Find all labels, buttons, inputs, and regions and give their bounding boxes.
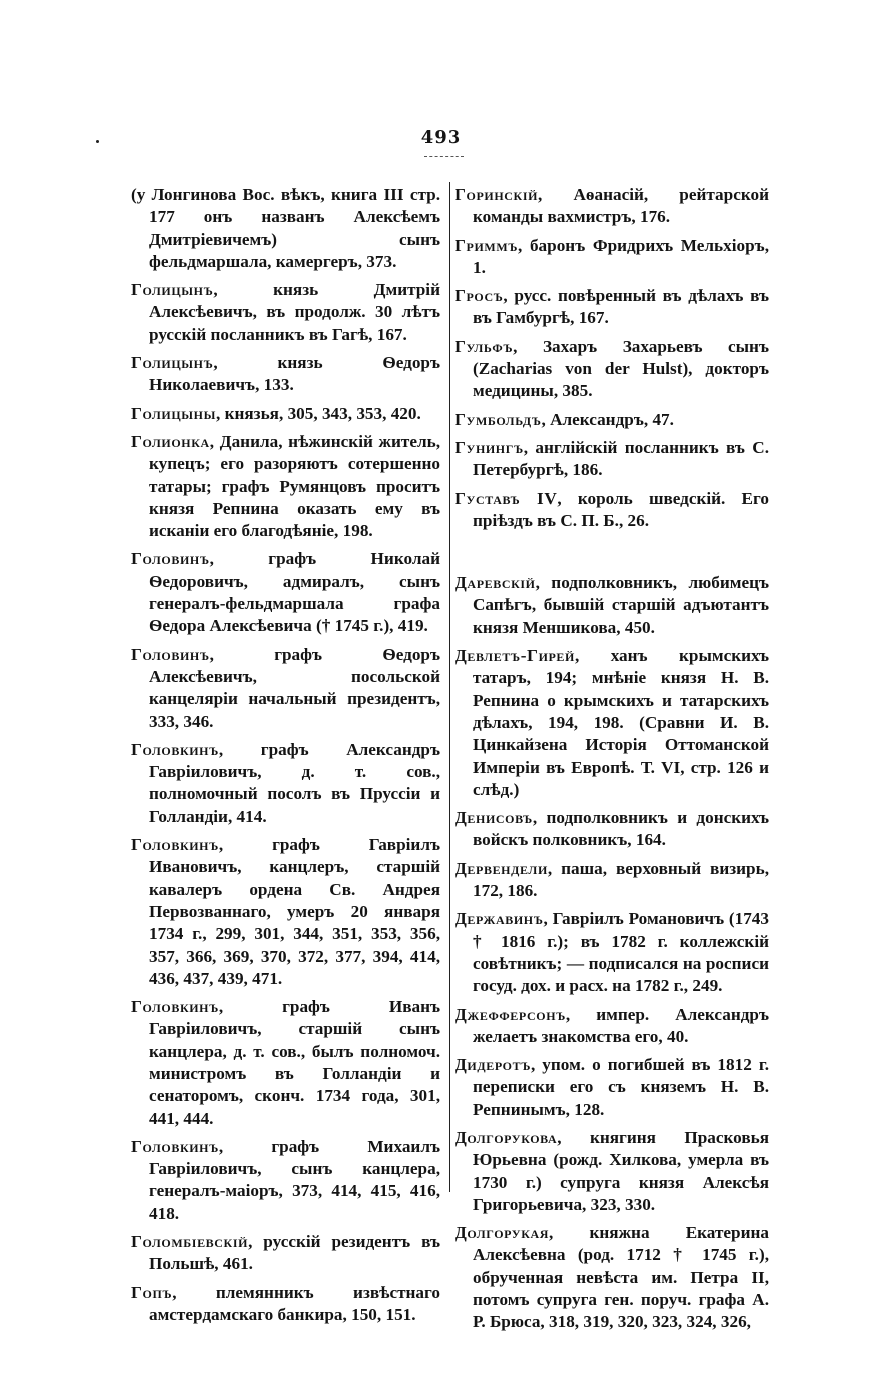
entry-text: , князья, 305, 343, 353, 420. [215,403,421,423]
entry-headword: Гульфъ [455,336,514,356]
index-entry [455,858,769,903]
index-entry [131,279,440,346]
index-entry [131,431,440,542]
index-entry [455,437,769,482]
index-entry [455,1054,769,1121]
index-entry [131,996,440,1130]
entry-headword: Головкинъ [131,835,219,855]
entry-text: , подполковникъ и донскихъ войскъ полковникъ, 164. [473,808,769,850]
index-entry [455,1127,769,1216]
entry-text: (у Лонгинова Вос. вѣкъ, книга III стр. 177 онъ названъ Алексѣемъ Дмитріевичемъ) сынъ фельдмаршала, камергеръ, 373. [131,185,440,271]
entry-headword: Дидеротъ [455,1055,531,1075]
entry-headword: Долгорукова [455,1127,558,1147]
entry-text: , племянникъ извѣстнаго амстердамскаго банкира, 150, 151. [149,1282,440,1324]
entry-text: , князь Дмитрій Алексѣевичъ, въ продолж. 30 лѣтъ русскій посланникъ въ Гагѣ, 167. [149,280,440,344]
entry-text: , англійскій посланникъ въ С. Петербургѣ, 186. [473,437,769,480]
entry-headword: Голионка [131,431,210,451]
column-divider [449,182,450,1192]
index-entry [131,1282,440,1327]
entry-headword: Голицыны [131,403,216,423]
entry-headword: Головинъ [131,644,210,664]
entry-headword: Даревскій [455,573,536,593]
entry-headword: Головкинъ [131,1136,219,1156]
entry-text: , графъ Николай Ѳедоровичъ, адмиралъ, сынъ генералъ-фельдмаршала графа Ѳедора Алексѣевича († 1745 г.), 419. [149,549,440,636]
entry-headword: Горинскій [455,185,539,204]
entry-text: , ханъ крымскихъ татаръ, 194; мнѣніе князя Н. В. Репнина о крымскихъ и татарскихъ дѣлахъ, 194, 198. (Сравни И. В. Цинкайзена Исторія Оттоманской Имперіи въ Европѣ. Т. VI, стр. 126 и слѣд.) [473,646,769,799]
entry-headword: Гумбольдъ [455,409,542,429]
entry-headword: Голомбіевскій [131,1232,249,1252]
entry-text: , графъ Ѳедоръ Алексѣевичъ, посольской канцеляріи начальный президентъ, 333, 346. [149,644,440,731]
index-entry [455,807,769,852]
index-entry [455,235,769,280]
entry-text: , Аѳанасій, рейтарской команды вахмистръ, 176. [473,185,769,227]
entry-headword: Девлетъ-Гирей [455,646,575,666]
entry-text: , русскій резидентъ въ Польшѣ, 461. [149,1232,440,1274]
entry-headword: Головинъ [131,549,210,569]
entry-text: , Данила, нѣжинскій житель, купецъ; его разоряютъ сотершенно татары; графъ Румянцовъ проситъ князя Репнина оказать ему въ исканіи его благодѣяніе, 198. [149,431,440,541]
entry-headword: Густавъ IV [455,488,558,508]
entry-headword: Дервендели [455,858,548,878]
page-number-rule [424,156,464,157]
entry-headword: Гриммъ [455,235,519,255]
entry-text: , упом. о погибшей въ 1812 г. переписки его съ княземъ Н. В. Репнинымъ, 128. [473,1055,769,1119]
entry-text: , баронъ Фридрихъ Мельхіоръ, 1. [473,235,769,277]
entry-text: , князь Ѳедоръ Николаевичъ, 133. [149,353,440,395]
index-entry [455,409,769,431]
entry-headword: Головкинъ [131,739,219,759]
entry-headword: Гунингъ [455,437,524,457]
index-entry [131,739,440,828]
entry-headword: Гопъ [131,1282,173,1302]
index-entry [455,184,769,229]
entry-text: , Александръ, 47. [541,409,674,429]
entry-text: , подполковникъ, любимецъ Сапѣгъ, бывшій старшій адъютантъ князя Меншикова, 450. [473,573,769,637]
section-gap [455,538,769,572]
index-entry [131,644,440,733]
page-number: 493 [420,127,462,148]
index-entry [131,352,440,397]
index-entry [131,548,440,637]
entry-headword: Джефферсонъ [455,1004,566,1024]
entry-text: , графъ Гавріилъ Ивановичъ, канцлеръ, старшій кавалеръ ордена Св. Андрея Первозваннаго, умеръ 20 января 1734 г., 299, 301, 344, 351, 353, 356, 357, 366, 369, 370, 372, 377, 394, 414, 436, 437, 439, 471. [149,835,440,988]
entry-text: , Гавріилъ Романовичъ (1743 † 1816 г.); въ 1782 г. коллежскій совѣтникъ; — подписался на росписи госуд. дох. и расх. на 1782 г., 249. [473,909,769,996]
index-entry [455,1004,769,1049]
entry-text: , графъ Михаилъ Гавріиловичъ, сынъ канцлера, генералъ-маіоръ, 373, 414, 415, 416, 418. [149,1136,440,1223]
index-entry [455,645,769,801]
index-entry [131,403,440,425]
entry-text: , графъ Иванъ Гавріиловичъ, старшій сынъ канцлера, д. т. сов., былъ полномоч. министромъ въ Голландіи и сенаторомъ, сконч. 1734 года, 301, 441, 444. [149,997,440,1128]
entry-text: , импер. Александръ желаетъ знакомства его, 40. [473,1004,769,1046]
index-entry [131,834,440,990]
entry-headword: Державинъ [455,909,544,929]
entry-headword: Голицынъ [131,280,214,300]
entry-headword: Денисовъ [455,808,533,828]
index-entry [455,1222,769,1333]
index-entry [455,285,769,330]
entry-text: , Захаръ Захарьевъ сынъ (Zacharias von der Hulst), докторъ медицины, 385. [473,336,769,401]
index-entry [455,488,769,533]
index-entry [455,908,769,997]
entry-headword: Долгорукая [455,1223,550,1243]
entry-text: , княгиня Прасковья Юрьевна (рожд. Хилкова, умерла въ 1730 г.) супруга князя Алексѣя Григорьевича, 323, 330. [473,1127,769,1214]
entry-text: , графъ Александръ Гавріиловичъ, д. т. сов., полномочный посолъ въ Пруссіи и Голландіи, 414. [149,739,440,826]
entry-headword: Голицынъ [131,353,214,373]
index-entry [131,1231,440,1276]
entry-text: , княжна Екатерина Алексѣевна (род. 1712 † 1745 г.), обрученная невѣста им. Петра II, потомъ супруга ген. поруч. графа А. Р. Брюса, 318, 319, 320, 323, 324, 326, [473,1223,769,1332]
index-entry [131,1136,440,1225]
entry-text: , король шведскій. Его пріѣздъ въ С. П. Б., 26. [473,488,769,530]
entry-headword: Гросъ [455,286,504,306]
entry-text: , русс. повѣренный въ дѣлахъ въ въ Гамбургѣ, 167. [473,286,769,328]
index-entry [455,336,769,403]
entry-text: , паша, верховный визирь, 172, 186. [473,858,769,901]
right-column [455,184,769,1340]
entry-headword: Головкинъ [131,997,219,1017]
left-column [131,184,440,1332]
index-entry [131,184,440,273]
index-entry [455,572,769,639]
